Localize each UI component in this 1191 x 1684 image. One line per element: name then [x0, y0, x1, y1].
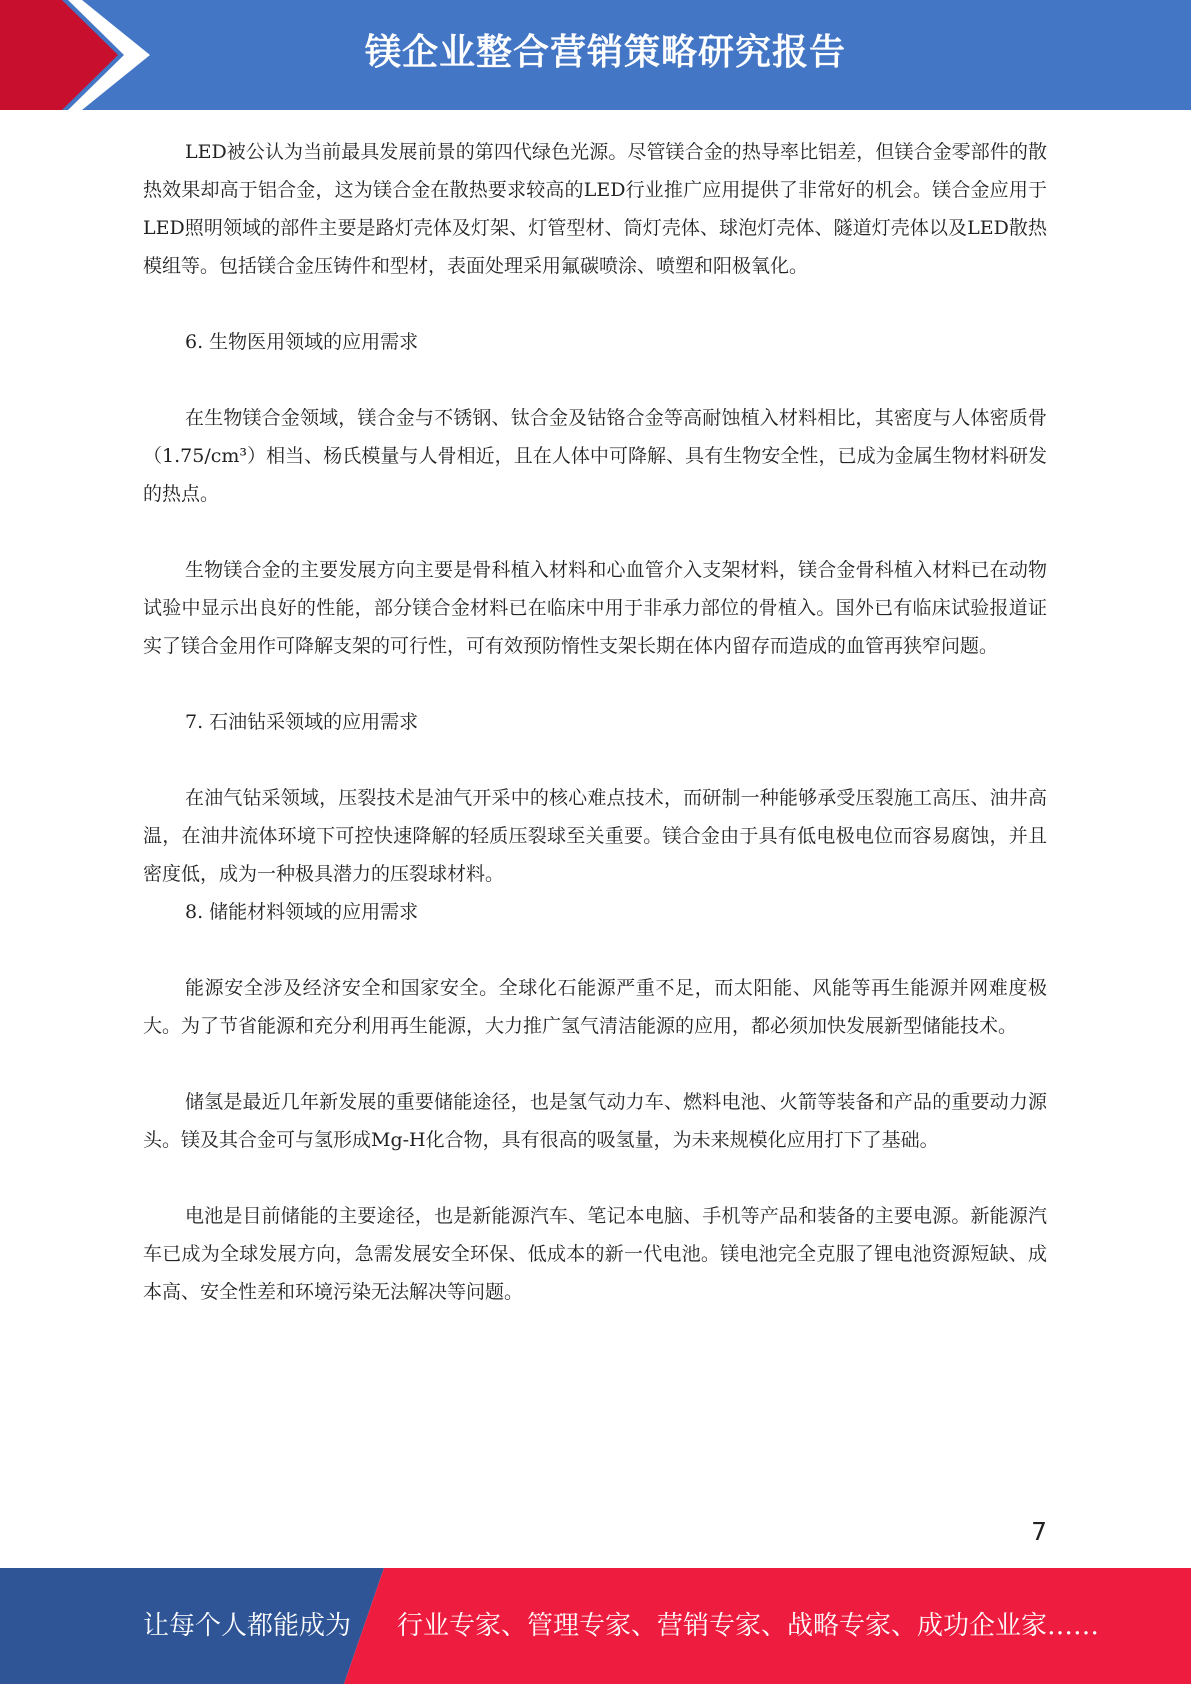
- section-heading-8: 8. 储能材料领域的应用需求: [185, 901, 419, 923]
- paragraph-bio-direction: 生物镁合金的主要发展方向主要是骨科植入材料和心血管介入支架材料，镁合金骨科植入材料已在动物试验中显示出良好的性能，部分镁合金材料已在临床中用于非承力部位的骨植入。国外已有临床试验报道证实了镁合金用作可降解支架的可行性，可有效预防惰性支架长期在体内留存而造成的血管再狭窄问题。: [143, 559, 1047, 657]
- paragraph-oil-drilling: 在油气钻采领域，压裂技术是油气开采中的核心难点技术，而研制一种能够承受压裂施工高压、油井高温，在油井流体环境下可控快速降解的轻质压裂球至关重要。镁合金由于具有低电极电位而容易腐蚀，并且密度低，成为一种极具潜力的压裂球材料。: [143, 787, 1047, 885]
- paragraph-battery: 电池是目前储能的主要途径，也是新能源汽车、笔记本电脑、手机等产品和装备的主要电源。新能源汽车已成为全球发展方向，急需发展安全环保、低成本的新一代电池。镁电池完全克服了锂电池资源短缺、成本高、安全性差和环境污染无法解决等问题。: [143, 1205, 1047, 1303]
- paragraph-led: LED被公认为当前最具发展前景的第四代绿色光源。尽管镁合金的热导率比铝差，但镁合金零部件的散热效果却高于铝合金，这为镁合金在散热要求较高的LED行业推广应用提供了非常好的机会。镁合金应用于LED照明领域的部件主要是路灯壳体及灯架、灯管型材、筒灯壳体、球泡灯壳体、隧道灯壳体以及LED散热模组等。包括镁合金压铸件和型材，表面处理采用氟碳喷涂、喷塑和阳极氧化。: [143, 141, 1047, 277]
- section-heading-7: 7. 石油钻采领域的应用需求: [185, 711, 419, 733]
- footer-slogan-left: 让每个人都能成为: [143, 1611, 352, 1641]
- page-header: [0, 0, 1191, 110]
- paragraph-energy-security: 能源安全涉及经济安全和国家安全。全球化石能源严重不足，而太阳能、风能等再生能源并网难度极大。为了节省能源和充分利用再生能源，大力推广氢气清洁能源的应用，都必须加快发展新型储能技术。: [143, 977, 1047, 1037]
- page-footer: [0, 1568, 1191, 1684]
- paragraph-bio-density: 在生物镁合金领域，镁合金与不锈钢、钛合金及钴铬合金等高耐蚀植入材料相比，其密度与人体密质骨（1.75/cm³）相当、杨氏模量与人骨相近，且在人体中可降解、具有生物安全性，已成为金属生物材料研发的热点。: [143, 407, 1047, 505]
- paragraph-hydrogen-storage: 储氢是最近几年新发展的重要储能途径，也是氢气动力车、燃料电池、火箭等装备和产品的重要动力源头。镁及其合金可与氢形成Mg-H化合物，具有很高的吸氢量，为未来规模化应用打下了基础。: [143, 1091, 1047, 1151]
- page-number: 7: [1031, 1517, 1047, 1546]
- document-body: [143, 133, 1047, 1311]
- footer-slogan-right: 行业专家、管理专家、营销专家、战略专家、成功企业家……: [397, 1611, 1100, 1641]
- report-title: 镁企业整合营销策略研究报告: [364, 32, 846, 73]
- section-heading-6: 6. 生物医用领域的应用需求: [185, 331, 419, 353]
